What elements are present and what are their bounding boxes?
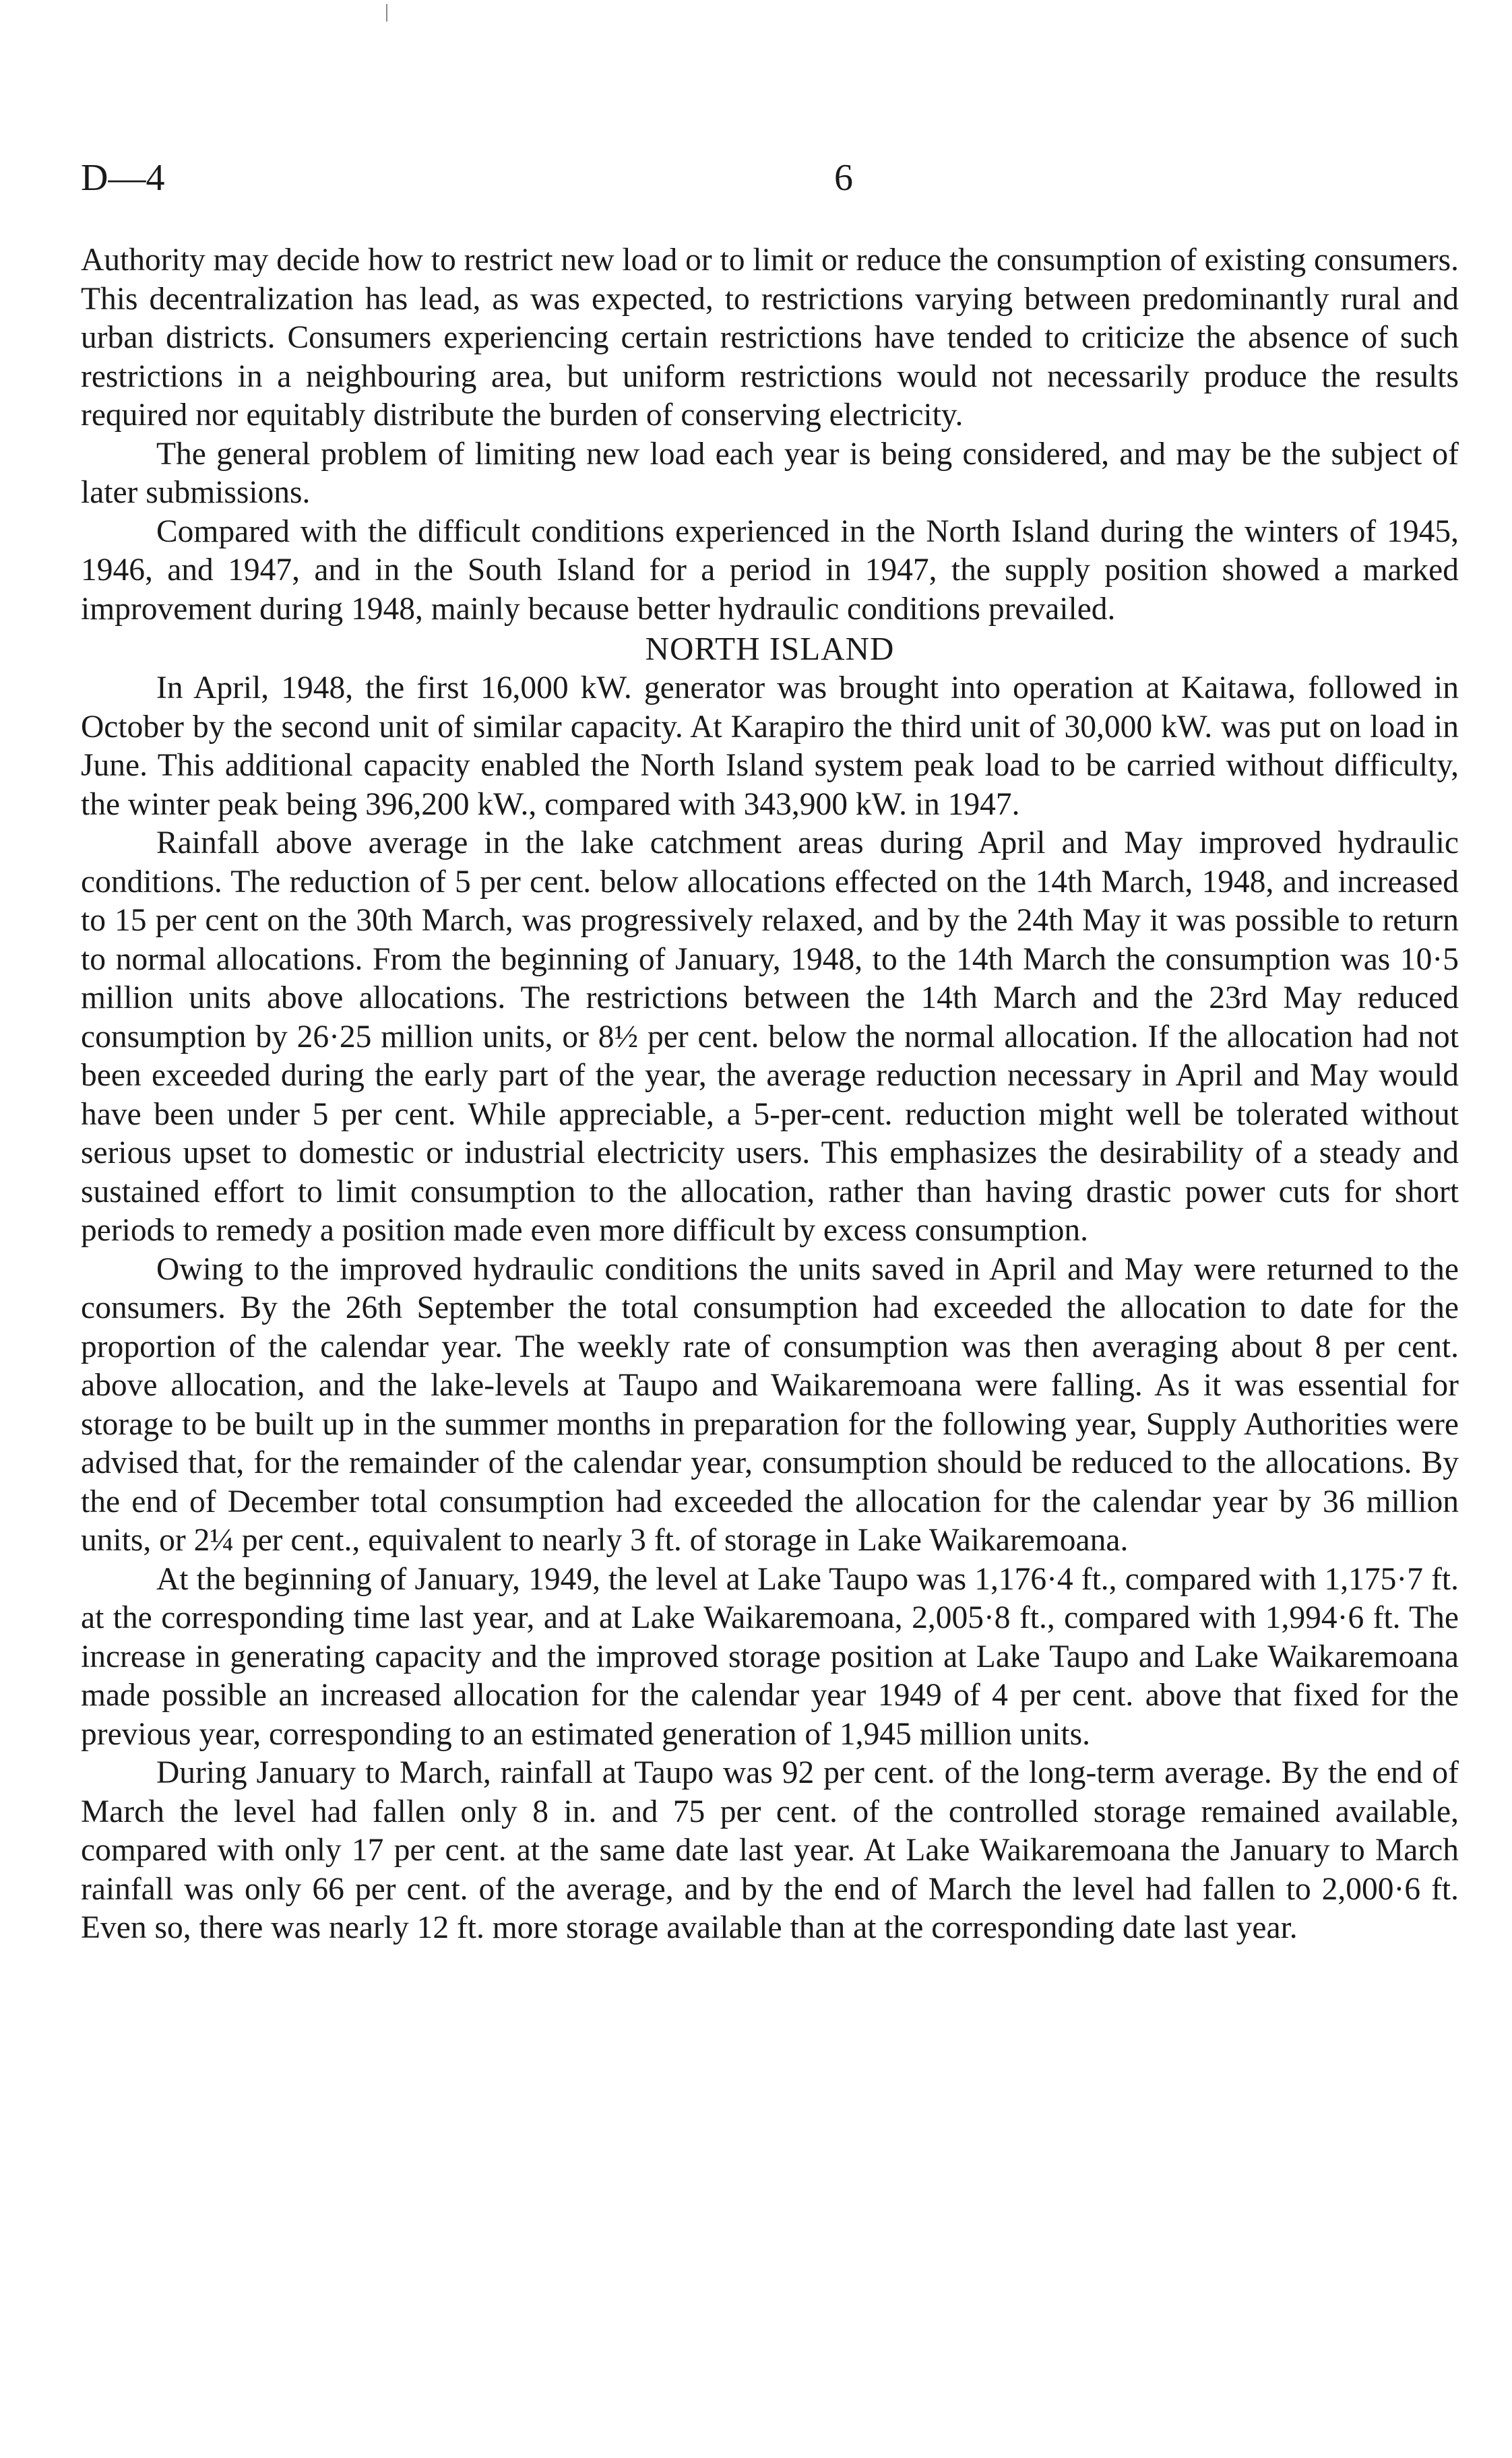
- paragraph: In April, 1948, the first 16,000 kW. generator was brought into operation at Kaitawa, followed in October by the second unit of similar capacity. At Karapiro the third unit of 30,000 kW. was put on load in June. This additional capacity enabled the North Island system peak load to be carried without difficulty, the winter peak being 396,200 kW., compared with 343,900 kW. in 1947.: [81, 670, 1459, 822]
- paragraph: At the beginning of January, 1949, the level at Lake Taupo was 1,176·4 ft., compared with 1,175·7 ft. at the corresponding time last year, and at Lake Waikaremoana, 2,005·8 ft., compared with 1,994·6 ft. The increase in generating capacity and the improved storage position at Lake Taupo and Lake Waikaremoana made possible an increased allocation for the calendar year 1949 of 4 per cent. above that fixed for the previous year, corresponding to an estimated generation of 1,945 million units.: [81, 1561, 1459, 1752]
- page-header: [81, 156, 1455, 210]
- paragraph: Compared with the difficult conditions experienced in the North Island during the winters of 1945, 1946, and 1947, and in the South Island for a period in 1947, the supply position showed a marked improvement during 1948, mainly because better hydraulic conditions prevailed.: [81, 513, 1459, 627]
- paragraph: Owing to the improved hydraulic conditions the units saved in April and May were returned to the consumers. By the 26th September the total consumption had exceeded the allocation to date for the proportion of the calendar year. The weekly rate of consumption was then averaging about 8 per cent. above allocation, and the lake-levels at Taupo and Waikaremoana were falling. As it was essential for storage to be built up in the summer months in preparation for the following year, Supply Authorities were advised that, for the remainder of the calendar year, consumption should be reduced to the allocations. By the end of December total consumption had exceeded the allocation for the calendar year by 36 million units, or 2¼ per cent., equivalent to nearly 3 ft. of storage in Lake Waikaremoana.: [81, 1251, 1459, 1558]
- document-reference: D—4: [81, 157, 165, 199]
- document-body: [81, 241, 1459, 1948]
- paragraph: Authority may decide how to restrict new load or to limit or reduce the consumption of existing consumers. This decentralization has lead, as was expected, to restrictions varying between predominantly rural and urban districts. Consumers experiencing certain restrictions have tended to criticize the absence of such restrictions in a neighbouring area, but uniform restrictions would not necessarily produce the results required nor equitably distribute the burden of conserving electricity.: [81, 243, 1459, 433]
- scan-mark: [386, 4, 387, 22]
- page-number: 6: [834, 157, 853, 199]
- section-heading: NORTH ISLAND: [645, 630, 895, 667]
- paragraph: During January to March, rainfall at Taupo was 92 per cent. of the long-term average. By the end of March the level had fallen only 8 in. and 75 per cent. of the controlled storage remained available, compared with only 17 per cent. at the same date last year. At Lake Waikaremoana the January to March rainfall was only 66 per cent. of the average, and by the end of March the level had fallen to 2,000·6 ft. Even so, there was nearly 12 ft. more storage available than at the corresponding date last year.: [81, 1755, 1459, 1945]
- paragraph: Rainfall above average in the lake catchment areas during April and May improved hydraulic conditions. The reduction of 5 per cent. below allocations effected on the 14th March, 1948, and increased to 15 per cent on the 30th March, was progressively relaxed, and by the 24th May it was possible to return to normal allocations. From the beginning of January, 1948, to the 14th March the consumption was 10·5 million units above allocations. The restrictions between the 14th March and the 23rd May reduced consumption by 26·25 million units, or 8½ per cent. below the normal allocation. If the allocation had not been exceeded during the early part of the year, the average reduction necessary in April and May would have been under 5 per cent. While appreciable, a 5-per-cent. reduction might well be tolerated without serious upset to domestic or industrial electricity users. This emphasizes the desirability of a steady and sustained effort to limit consumption to the allocation, rather than having drastic power cuts for short periods to remedy a position made even more difficult by excess consumption.: [81, 825, 1459, 1248]
- paragraph: The general problem of limiting new load each year is being considered, and may be the subject of later submissions.: [81, 436, 1459, 510]
